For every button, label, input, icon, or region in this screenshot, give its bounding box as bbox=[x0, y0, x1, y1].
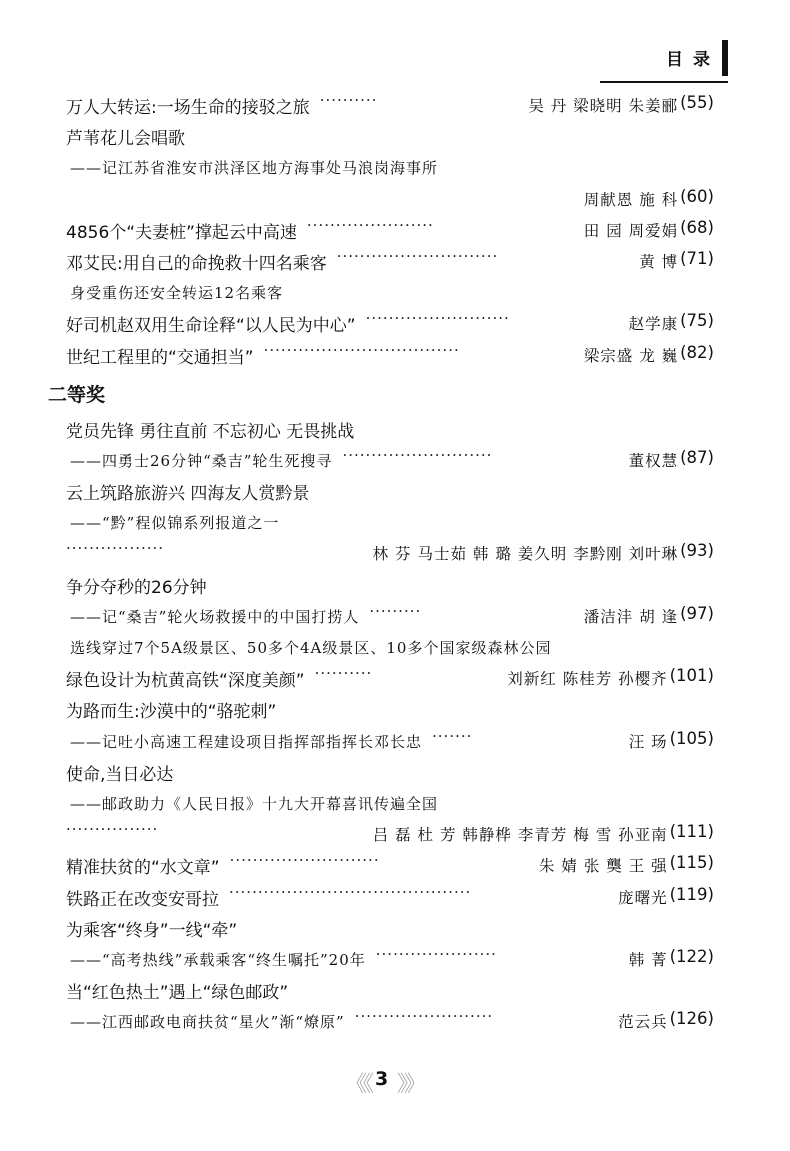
entry-authors: 吴 丹 梁晓明 朱姜郦 bbox=[528, 97, 679, 115]
leader-dots: ·························· bbox=[229, 851, 380, 870]
entry-authors: 吕 磊 杜 芳 韩静桦 李青芳 梅 雪 孙亚南 bbox=[372, 826, 668, 845]
entry-title: 党员先锋 勇往直前 不忘初心 无畏挑战 bbox=[66, 421, 355, 442]
toc-entry bbox=[0, 693, 790, 724]
entry-page-number: (105) bbox=[669, 728, 714, 748]
toc-entry bbox=[0, 339, 790, 370]
toc-entry bbox=[0, 943, 790, 974]
entry-subtitle: ——江西邮政电商扶贫“星火”渐“燎原” bbox=[70, 1013, 345, 1032]
entry-page-number: (75) bbox=[680, 311, 714, 331]
entry-title: 绿色设计为杭黄高铁“深度美颜” bbox=[66, 671, 305, 692]
entry-subtitle: ——“黔”程似锦系列报道之一 bbox=[70, 514, 280, 533]
entry-subtitle: 身受重伤还安全转运12名乘客 bbox=[70, 284, 284, 303]
toc-entry bbox=[0, 444, 790, 475]
toc-entry bbox=[0, 120, 790, 151]
entry-authors: 周献恩 施 科 bbox=[583, 190, 679, 209]
section-heading-row bbox=[0, 370, 790, 413]
entry-authors: 黄 博 bbox=[639, 252, 679, 271]
toc-entry bbox=[0, 183, 790, 214]
entry-authors: 刘新红 陈桂芳 孙樱齐 bbox=[507, 670, 668, 689]
toc-entry bbox=[0, 569, 790, 600]
toc-entry bbox=[0, 912, 790, 943]
leader-dots: ·········································· bbox=[229, 882, 472, 901]
entry-title: 世纪工程里的“交通担当” bbox=[66, 347, 254, 368]
entry-title: 芦苇花儿会唱歌 bbox=[66, 129, 185, 150]
entry-authors: 韩 菁 bbox=[628, 950, 668, 969]
entry-page-number: (55) bbox=[680, 93, 714, 112]
entry-page-number: (122) bbox=[669, 946, 714, 966]
header-title: 目录 bbox=[666, 50, 720, 70]
toc-entry bbox=[0, 151, 790, 182]
leader-dots: ················ bbox=[66, 820, 159, 839]
toc-entry bbox=[0, 1005, 790, 1036]
entry-subtitle: ——记“桑吉”轮火场救援中的中国打捞人 bbox=[70, 607, 360, 626]
table-of-contents bbox=[0, 89, 790, 1036]
entry-subtitle: ——邮政助力《人民日报》十九大开幕喜讯传遍全国 bbox=[70, 794, 439, 813]
entry-title: 为路而生:沙漠中的“骆驼刺” bbox=[66, 702, 277, 723]
entry-subtitle: ——“高考热线”承载乘客“终生嘱托”20年 bbox=[70, 950, 366, 969]
entry-page-number: (101) bbox=[669, 666, 714, 686]
toc-entry bbox=[0, 413, 790, 444]
entry-page-number: (82) bbox=[680, 342, 714, 362]
entry-page-number: (119) bbox=[669, 884, 714, 904]
section-heading: 二等奖 bbox=[48, 383, 106, 406]
entry-authors: 梁宗盛 龙 巍 bbox=[583, 346, 679, 365]
toc-entry bbox=[0, 756, 790, 787]
entry-page-number: (68) bbox=[680, 217, 714, 237]
entry-title: 云上筑路旅游兴 四海友人赏黔景 bbox=[66, 484, 310, 505]
toc-entry bbox=[0, 849, 790, 880]
toc-entry bbox=[0, 214, 790, 245]
entry-page-number: (111) bbox=[669, 822, 714, 842]
entry-title: 邓艾民:用自己的命挽救十四名乘客 bbox=[66, 253, 327, 274]
entry-title: 争分夺秒的26分钟 bbox=[66, 577, 207, 598]
entry-page-number: (71) bbox=[680, 248, 714, 268]
toc-entry bbox=[0, 245, 790, 276]
toc-entry bbox=[0, 600, 790, 631]
entry-authors: 汪 玚 bbox=[628, 732, 668, 751]
leader-dots: ······· bbox=[432, 726, 473, 745]
entry-page-number: (97) bbox=[680, 603, 714, 623]
entry-subtitle: ——记江苏省淮安市洪泽区地方海事处马浪岗海事所 bbox=[70, 159, 439, 178]
entry-subtitle: ——四勇士26分钟“桑吉”轮生死搜寻 bbox=[70, 451, 333, 470]
entry-title: 好司机赵双用生命诠释“以人民为中心” bbox=[66, 316, 356, 337]
entry-authors: 范云兵 bbox=[618, 1013, 668, 1032]
leader-dots: ······················ bbox=[306, 215, 434, 234]
toc-entry bbox=[0, 506, 790, 537]
leader-dots: ·································· bbox=[263, 340, 460, 359]
entry-title: 4856个“夫妻桩”撑起云中高速 bbox=[66, 222, 297, 243]
entry-page-number: (60) bbox=[680, 186, 714, 206]
entry-page-number: (87) bbox=[680, 447, 714, 467]
entry-authors: 田 园 周爱娟 bbox=[583, 221, 679, 240]
toc-entry bbox=[0, 881, 790, 912]
entry-authors: 林 芬 马士茹 韩 璐 姜久明 李黔刚 刘叶琳 bbox=[372, 545, 679, 564]
toc-entry bbox=[0, 818, 790, 849]
entry-title: 为乘客“终身”一线“牵” bbox=[66, 920, 238, 941]
leader-dots: ·························· bbox=[342, 445, 493, 464]
leader-dots: ········· bbox=[369, 601, 422, 620]
entry-page-number: (126) bbox=[669, 1009, 714, 1029]
left-ornament: 《《 bbox=[345, 1072, 371, 1097]
entry-title: 当“红色热土”遇上“绿色邮政” bbox=[66, 983, 289, 1004]
entry-authors: 潘洁沣 胡 逢 bbox=[583, 607, 679, 626]
entry-authors: 朱 婧 张 龑 王 强 bbox=[538, 857, 668, 876]
toc-entry bbox=[0, 662, 790, 693]
page-footer bbox=[345, 1067, 425, 1099]
entry-authors: 董权慧 bbox=[628, 451, 679, 470]
running-header bbox=[666, 40, 728, 76]
leader-dots: ···························· bbox=[336, 246, 499, 265]
leader-dots: ························· bbox=[365, 309, 510, 328]
entry-title: 铁路正在改变安哥拉 bbox=[66, 889, 219, 910]
toc-entry bbox=[0, 537, 790, 568]
leader-dots: ·········· bbox=[319, 91, 378, 109]
entry-authors: 庞曙光 bbox=[618, 888, 668, 907]
entry-subtitle: 选线穿过7个5A级景区、50多个4A级景区、10多个国家级森林公园 bbox=[70, 639, 552, 657]
leader-dots: ························ bbox=[354, 1007, 494, 1026]
page-number: 3 bbox=[375, 1068, 389, 1090]
leader-dots: ················· bbox=[66, 539, 165, 558]
toc-entry bbox=[0, 974, 790, 1005]
entry-page-number: (93) bbox=[680, 541, 714, 561]
toc-entry bbox=[0, 787, 790, 818]
toc-entry bbox=[0, 725, 790, 756]
toc-entry bbox=[0, 89, 790, 120]
entry-authors: 赵学康 bbox=[628, 315, 679, 334]
leader-dots: ····················· bbox=[375, 944, 497, 963]
header-rule bbox=[600, 81, 728, 83]
entry-title: 精准扶贫的“水文章” bbox=[66, 858, 220, 879]
entry-page-number: (115) bbox=[669, 853, 714, 873]
entry-title: 使命,当日必达 bbox=[66, 764, 174, 785]
entry-title: 万人大转运:一场生命的接驳之旅 bbox=[66, 98, 310, 118]
entry-subtitle: ——记吐小高速工程建设项目指挥部指挥长邓长忠 bbox=[70, 732, 423, 751]
leader-dots: ·········· bbox=[314, 664, 373, 683]
right-ornament: 》》 bbox=[397, 1072, 423, 1097]
toc-entry bbox=[0, 631, 790, 662]
toc-entry bbox=[0, 276, 790, 307]
toc-entry bbox=[0, 475, 790, 506]
toc-entry bbox=[0, 307, 790, 338]
header-bar bbox=[722, 40, 728, 76]
